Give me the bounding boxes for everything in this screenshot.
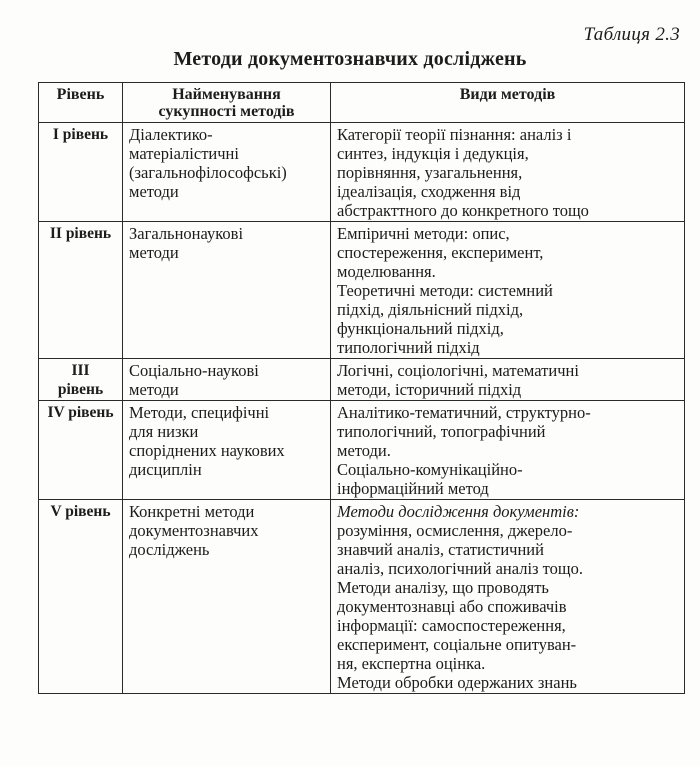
name-cell — [123, 500, 331, 694]
name-line: дисциплін — [129, 460, 202, 479]
table-row — [39, 401, 685, 500]
types-line: методи. — [337, 441, 391, 460]
header-level: Рівень — [39, 83, 123, 123]
types-line: Емпіричні методи: опис, — [337, 224, 510, 243]
types-cell — [331, 123, 685, 222]
name-line: досліджень — [129, 540, 210, 559]
header-types: Види методів — [331, 83, 685, 123]
types-line: Методи дослідження документів: — [337, 502, 580, 521]
header-name — [123, 83, 331, 123]
table-header-row — [39, 83, 685, 123]
types-line: функціональний підхід, — [337, 319, 504, 338]
types-line: моделювання. — [337, 262, 436, 281]
name-line: методи — [129, 243, 179, 262]
types-cell — [331, 359, 685, 401]
types-line: документознавці або споживачів — [337, 597, 567, 616]
types-line: типологічний, топографічний — [337, 422, 546, 441]
types-line: типологічний підхід — [337, 338, 480, 357]
name-line: Загальнонаукові — [129, 224, 244, 243]
level-text: V рівень — [50, 503, 111, 520]
name-line: Конкретні методи — [129, 502, 255, 521]
types-line: абстракттного до конкретного тощо — [337, 201, 589, 220]
level-cell — [39, 401, 123, 500]
name-line: (загальнофілософські) — [129, 163, 287, 182]
table-row — [39, 222, 685, 359]
name-line: документознавчих — [129, 521, 259, 540]
name-line: методи — [129, 182, 179, 201]
level-cell — [39, 500, 123, 694]
name-cell — [123, 222, 331, 359]
name-line: Діалектико- — [129, 125, 213, 144]
level-cell — [39, 359, 123, 401]
level-text: IV рівень — [47, 404, 114, 421]
table-title: Методи документознавчих досліджень — [173, 48, 527, 70]
name-line: для низки — [129, 422, 199, 441]
types-cell — [331, 401, 685, 500]
types-line: синтез, індукція і дедукція, — [337, 144, 529, 163]
level-text: ІІ рівень — [49, 225, 112, 242]
types-line: знавчий аналіз, статистичний — [337, 540, 544, 559]
types-line: порівняння, узагальнення, — [337, 163, 523, 182]
types-line: Аналітико-тематичний, структурно- — [337, 403, 591, 422]
table-row — [39, 500, 685, 694]
types-line: розуміння, осмислення, джерело- — [337, 521, 573, 540]
level-cell — [39, 123, 123, 222]
types-line: Методи аналізу, що проводять — [337, 578, 549, 597]
methods-table — [38, 82, 685, 694]
table-number: Таблиця 2.3 — [583, 24, 680, 45]
types-line: ідеалізація, сходження від — [337, 182, 521, 201]
types-line: інформаційний метод — [337, 479, 489, 498]
name-line: Соціально-наукові — [129, 361, 259, 380]
types-line: Соціально-комунікаційно- — [337, 460, 523, 479]
name-line: методи — [129, 380, 179, 399]
header-name-line: сукупності методів — [158, 103, 295, 120]
types-line: підхід, діяльнісний підхід, — [337, 300, 524, 319]
level-text: рівень — [57, 381, 104, 398]
types-cell — [331, 222, 685, 359]
name-cell — [123, 401, 331, 500]
name-cell — [123, 123, 331, 222]
types-line: Категорії теорії пізнання: аналіз і — [337, 125, 572, 144]
level-text: І рівень — [52, 126, 109, 143]
types-line: Методи обробки одержаних знань — [337, 673, 577, 692]
name-line: Методи, специфічні — [129, 403, 270, 422]
types-line: Теоретичні методи: системний — [337, 281, 553, 300]
level-text: ІІІ — [71, 362, 90, 379]
table-row — [39, 123, 685, 222]
types-line: інформації: самоспостереження, — [337, 616, 566, 635]
header-name-line: Найменування — [172, 86, 281, 103]
table-row — [39, 359, 685, 401]
types-line: експеримент, соціальне опитуван- — [337, 635, 577, 654]
types-line: Логічні, соціологічні, математичні — [337, 361, 579, 380]
level-cell — [39, 222, 123, 359]
types-line: методи, історичний підхід — [337, 380, 522, 399]
name-cell — [123, 359, 331, 401]
types-line: спостереження, експеримент, — [337, 243, 544, 262]
types-cell — [331, 500, 685, 694]
types-line: аналіз, психологічний аналіз тощо. — [337, 559, 584, 578]
name-line: матеріалістичні — [129, 144, 239, 163]
types-line: ня, експертна оцінка. — [337, 654, 486, 673]
name-line: споріднених наукових — [129, 441, 285, 460]
